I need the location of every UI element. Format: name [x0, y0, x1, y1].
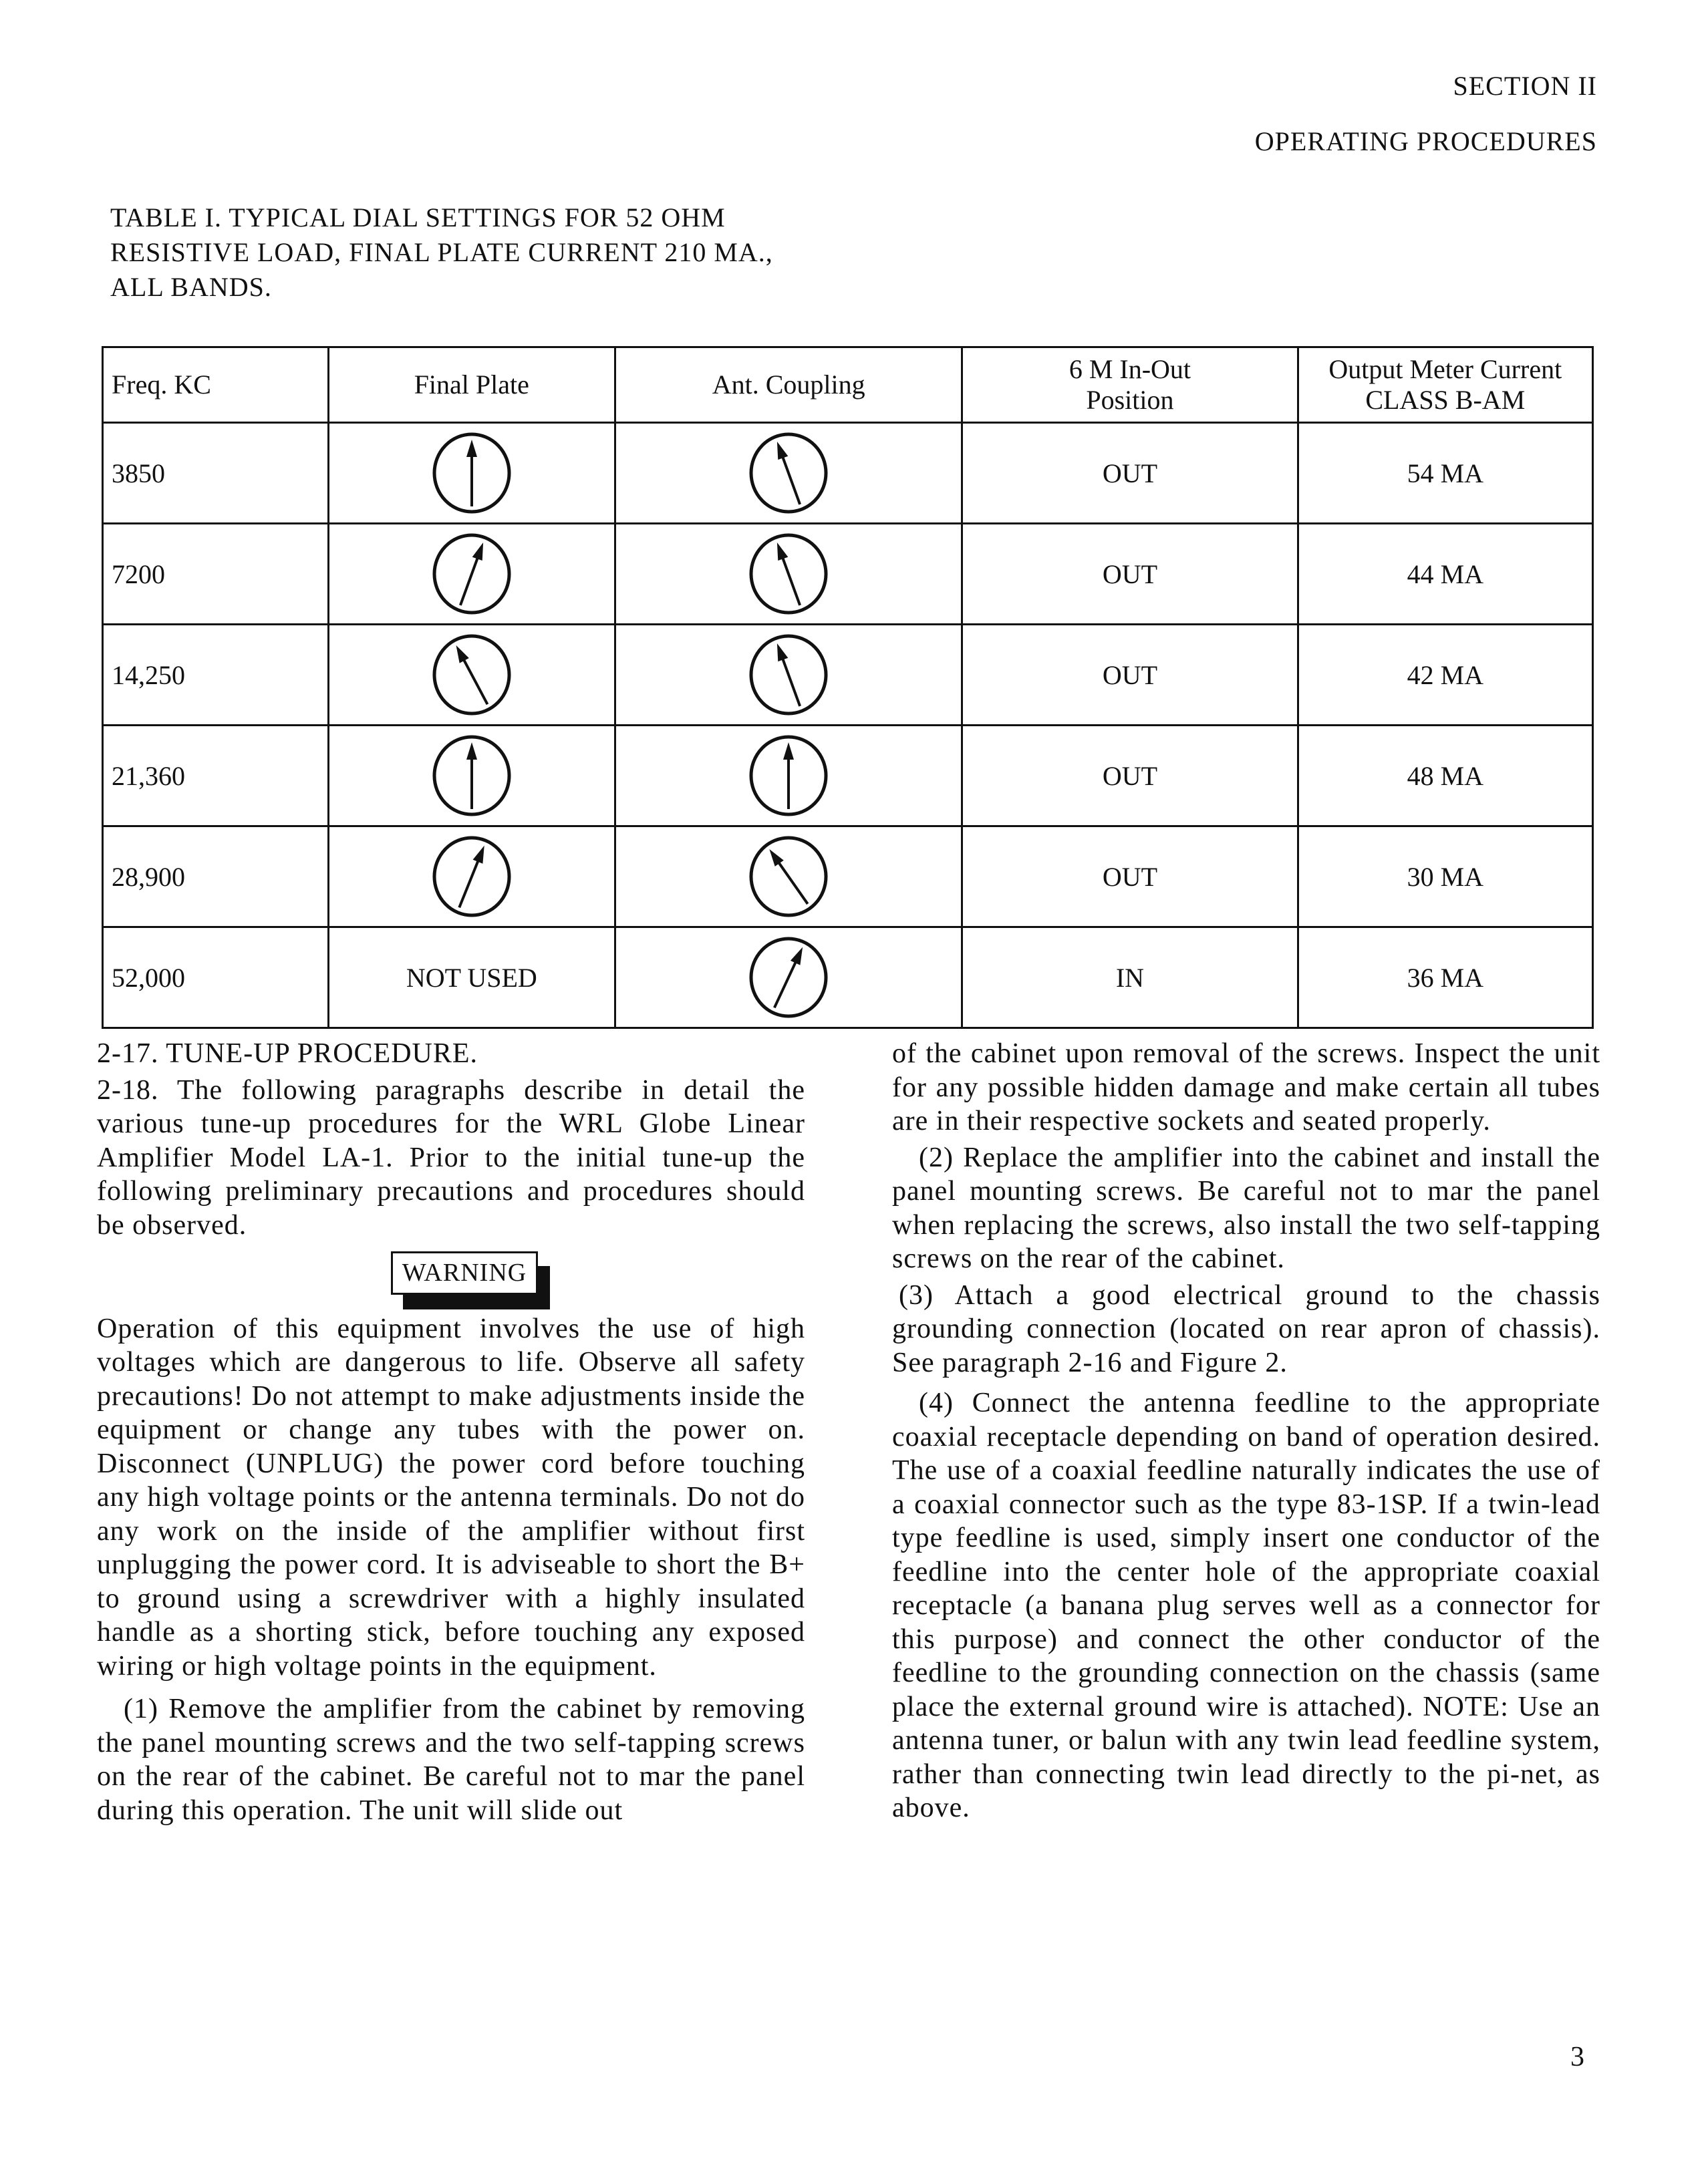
ant-coupling-cell	[615, 726, 962, 826]
current-cell: 42 MA	[1298, 625, 1592, 726]
table-header-row	[103, 347, 1593, 423]
table-row	[103, 524, 1593, 625]
position-cell: OUT	[962, 524, 1298, 625]
position-cell: OUT	[962, 726, 1298, 826]
dial-icon	[425, 631, 519, 718]
dial-settings-table	[102, 346, 1594, 1029]
dial-icon	[742, 631, 835, 718]
dial-icon	[425, 732, 519, 819]
header-position	[962, 347, 1298, 423]
chapter-label: OPERATING PROCEDURES	[1254, 126, 1597, 156]
left-column	[97, 1037, 805, 1830]
freq-cell: 14,250	[103, 625, 329, 726]
position-cell: OUT	[962, 625, 1298, 726]
warning-label: WARNING	[391, 1251, 538, 1295]
paragraph: (3) Attach a good electrical ground to the chassis grounding connection (located on rear apron of chassis). See paragraph 2-16 and Figure 2.	[892, 1279, 1600, 1378]
freq-cell: 3850	[103, 423, 329, 524]
position-cell: OUT	[962, 423, 1298, 524]
table-row	[103, 423, 1593, 524]
final-plate-cell	[328, 726, 615, 826]
header-current-line1: Output Meter Current	[1328, 354, 1562, 384]
header-position-line2: Position	[1086, 385, 1174, 415]
paragraph: (1) Remove the amplifier from the cabinet by removing the panel mounting screws and the two self-tapping screws on the rear of the cabinet. Be careful not to mar the panel during this operation. The unit will slide out	[97, 1694, 805, 1826]
dial-icon	[742, 833, 835, 920]
header-output-current	[1298, 347, 1592, 423]
header-final-plate: Final Plate	[328, 347, 615, 423]
dial-icon	[742, 732, 835, 819]
current-cell: 30 MA	[1298, 826, 1592, 927]
table-row	[103, 625, 1593, 726]
final-plate-cell: NOT USED	[328, 927, 615, 1028]
paragraph: (4) Connect the antenna feedline to the appropriate coaxial receptacle depending on band of operation desired. The use of a coaxial feedline naturally indicates the use of a coaxial connector such as the type 83-1SP. If a twin-lead type feedline is used, simply insert one conductor of the feedline into the center hole of the appropriate coaxial receptacle (a banana plug serves well as a connector for this purpose) and connect the other conductor of the feedline to the grounding connection on the chassis (same place the external ground wire is attached). NOTE: Use an antenna tuner, or balun with any twin lead feedline system, rather than connecting twin lead directly to the pi-net, as above.	[892, 1388, 1600, 1823]
section-label: SECTION II	[1453, 71, 1597, 101]
header-current-line2: CLASS B-AM	[1365, 385, 1526, 415]
freq-cell: 21,360	[103, 726, 329, 826]
ant-coupling-cell	[615, 826, 962, 927]
ant-coupling-cell	[615, 625, 962, 726]
freq-cell: 52,000	[103, 927, 329, 1028]
page-number: 3	[1570, 2042, 1584, 2072]
table-row	[103, 726, 1593, 826]
current-cell: 44 MA	[1298, 524, 1592, 625]
ant-coupling-cell	[615, 524, 962, 625]
table-row	[103, 927, 1593, 1028]
table-caption: TABLE I. TYPICAL DIAL SETTINGS FOR 52 OHM RESISTIVE LOAD, FINAL PLATE CURRENT 210 MA., ALL BANDS.	[110, 202, 773, 302]
dial-icon	[742, 430, 835, 516]
final-plate-cell	[328, 423, 615, 524]
dial-icon	[742, 530, 835, 617]
dial-icon	[425, 530, 519, 617]
final-plate-cell	[328, 826, 615, 927]
ant-coupling-cell	[615, 927, 962, 1028]
paragraph: Operation of this equipment involves the use of high voltages which are dangerous to life. Observe all safety precautions! Do not attempt to make adjustments inside the equipment or change any tubes with the power on. Disconnect (UNPLUG) the power cord before touching any high voltage points or the antenna terminals. Do not do any work on the inside of the amplifier without first unplugging the power cord. It is adviseable to short the B+ to ground using a screwdriver with a highly insulated handle as a shorting stick, before touching any exposed wiring or high voltage points in the equipment.	[97, 1313, 805, 1682]
dial-icon	[425, 430, 519, 516]
paragraph: (2) Replace the amplifier into the cabinet and install the panel mounting screws. Be careful not to mar the panel when replacing the screws, also install the two self-tapping screws on the rear of the cabinet.	[892, 1142, 1600, 1274]
right-column	[892, 1037, 1600, 1828]
dial-icon	[425, 833, 519, 920]
paragraph: of the cabinet upon removal of the screws. Inspect the unit for any possible hidden damage and make certain all tubes are in their respective sockets and seated properly.	[892, 1038, 1600, 1136]
header-ant-coupling: Ant. Coupling	[615, 347, 962, 423]
table-row	[103, 826, 1593, 927]
section-heading: 2-17. TUNE-UP PROCEDURE.	[97, 1038, 478, 1069]
current-cell: 48 MA	[1298, 726, 1592, 826]
freq-cell: 28,900	[103, 826, 329, 927]
position-cell: OUT	[962, 826, 1298, 927]
header-position-line1: 6 M In-Out	[1069, 354, 1191, 384]
dial-icon	[742, 934, 835, 1021]
current-cell: 36 MA	[1298, 927, 1592, 1028]
current-cell: 54 MA	[1298, 423, 1592, 524]
paragraph: 2-18. The following paragraphs describe in detail the various tune-up procedures for the WRL Globe Linear Amplifier Model LA-1. Prior to the initial tune-up the following preliminary precautions and procedures should be observed.	[97, 1074, 805, 1241]
final-plate-cell	[328, 524, 615, 625]
position-cell: IN	[962, 927, 1298, 1028]
final-plate-cell	[328, 625, 615, 726]
header-freq: Freq. KC	[103, 347, 329, 423]
ant-coupling-cell	[615, 423, 962, 524]
freq-cell: 7200	[103, 524, 329, 625]
